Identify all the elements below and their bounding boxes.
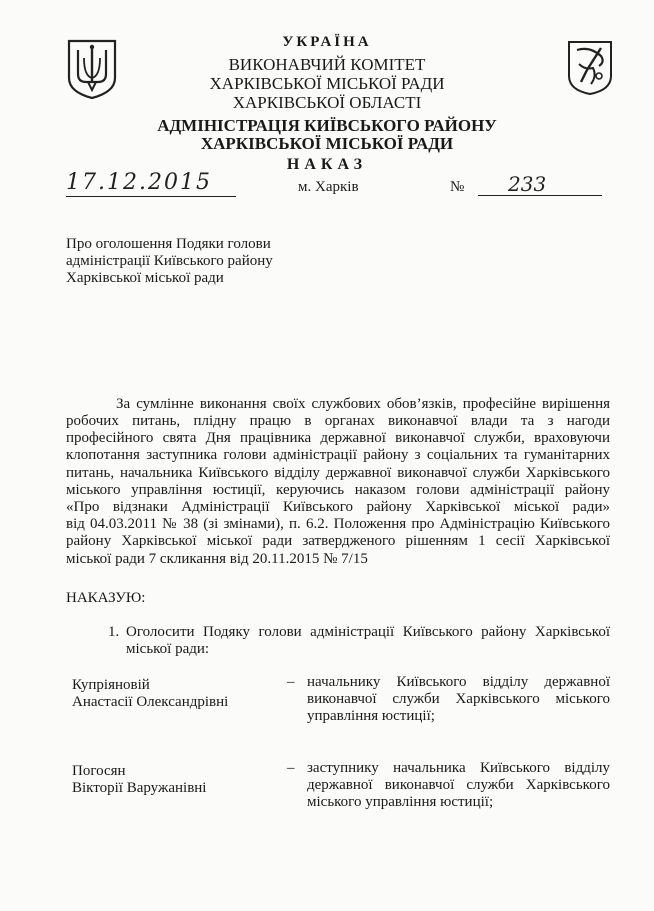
document-type: НАКАЗ <box>286 156 368 173</box>
preamble-line: питань, начальника Київського відділу державної виконавчої служби Харківського <box>66 465 610 481</box>
recipient-dash: – <box>287 760 295 776</box>
preamble-line: міського управління юстиції, керуючись наказом голови адміністрації району <box>66 482 610 498</box>
preamble-line: клопотання заступника голови адміністрації району з соціальних та гуманітарних <box>66 447 610 463</box>
item-number: 1. <box>108 624 120 640</box>
recipient-given-names: Вікторії Варужанівні <box>72 780 207 796</box>
preamble-line: професійного свята Дня працівника державної виконавчої служби, враховуючи <box>66 430 610 446</box>
recipient-position-line: управління юстиції; <box>307 708 435 724</box>
recipient-surname: Купріяновій <box>72 677 150 693</box>
preamble-line: району Харківської міської ради затвердженого рішенням 1 сесії Харківської <box>66 533 610 549</box>
subject-line: адміністрації Київського району <box>66 253 273 269</box>
preamble-line: міської ради 7 скликання від 20.11.2015 № 7/15 <box>66 551 368 567</box>
recipient-dash: – <box>287 674 295 690</box>
subject-line: Про оголошення Подяки голови <box>66 236 271 252</box>
header-administration-line: АДМІНІСТРАЦІЯ КИЇВСЬКОГО РАЙОНУ <box>157 116 497 135</box>
header-committee-line: ВИКОНАВЧИЙ КОМІТЕТ <box>228 55 426 74</box>
preamble-line: За сумлінне виконання своїх службових обов’язків, професійне вирішення <box>116 396 610 412</box>
recipient-position-line: міського управління юстиції; <box>307 794 494 810</box>
recipient-given-names: Анастасії Олександрівні <box>72 694 229 710</box>
preamble-line: «Про відзнаки Адміністрації Київського району Харківської міської ради» <box>66 499 610 515</box>
order-word: НАКАЗУЮ: <box>66 590 146 606</box>
order-number: 233 <box>478 172 602 196</box>
recipient-position-line: заступнику начальника Київського відділу <box>307 760 610 776</box>
header-committee-line: ХАРКІВСЬКОЇ МІСЬКОЇ РАДИ <box>209 74 445 93</box>
header-administration-line: ХАРКІВСЬКОЇ МІСЬКОЇ РАДИ <box>200 134 454 153</box>
recipient-surname: Погосян <box>72 763 126 779</box>
recipient-position-line: виконавчої служби Харківського міського <box>307 691 610 707</box>
preamble-line: від 04.03.2011 № 38 (зі змінами), п. 6.2. Положення про Адміністрацію Київського <box>66 516 610 532</box>
header-committee-line: ХАРКІВСЬКОЇ ОБЛАСТІ <box>232 93 422 112</box>
subject-line: Харківської міської ради <box>66 270 224 286</box>
item-text-line: міської ради: <box>126 641 210 657</box>
order-number-label: № <box>450 179 465 195</box>
order-city: м. Харків <box>298 179 359 195</box>
order-date: 17.12.2015 <box>66 170 236 197</box>
item-text-line: Оголосити Подяку голови адміністрації Київського району Харківської <box>126 624 610 640</box>
header-country: УКРАЇНА <box>282 34 372 50</box>
preamble-line: робочих питань, плідну працю в органах виконавчої влади та з нагоди <box>66 413 610 429</box>
recipient-position-line: державної виконавчої служби Харківського <box>307 777 610 793</box>
recipient-position-line: начальнику Київського відділу державної <box>307 674 610 690</box>
